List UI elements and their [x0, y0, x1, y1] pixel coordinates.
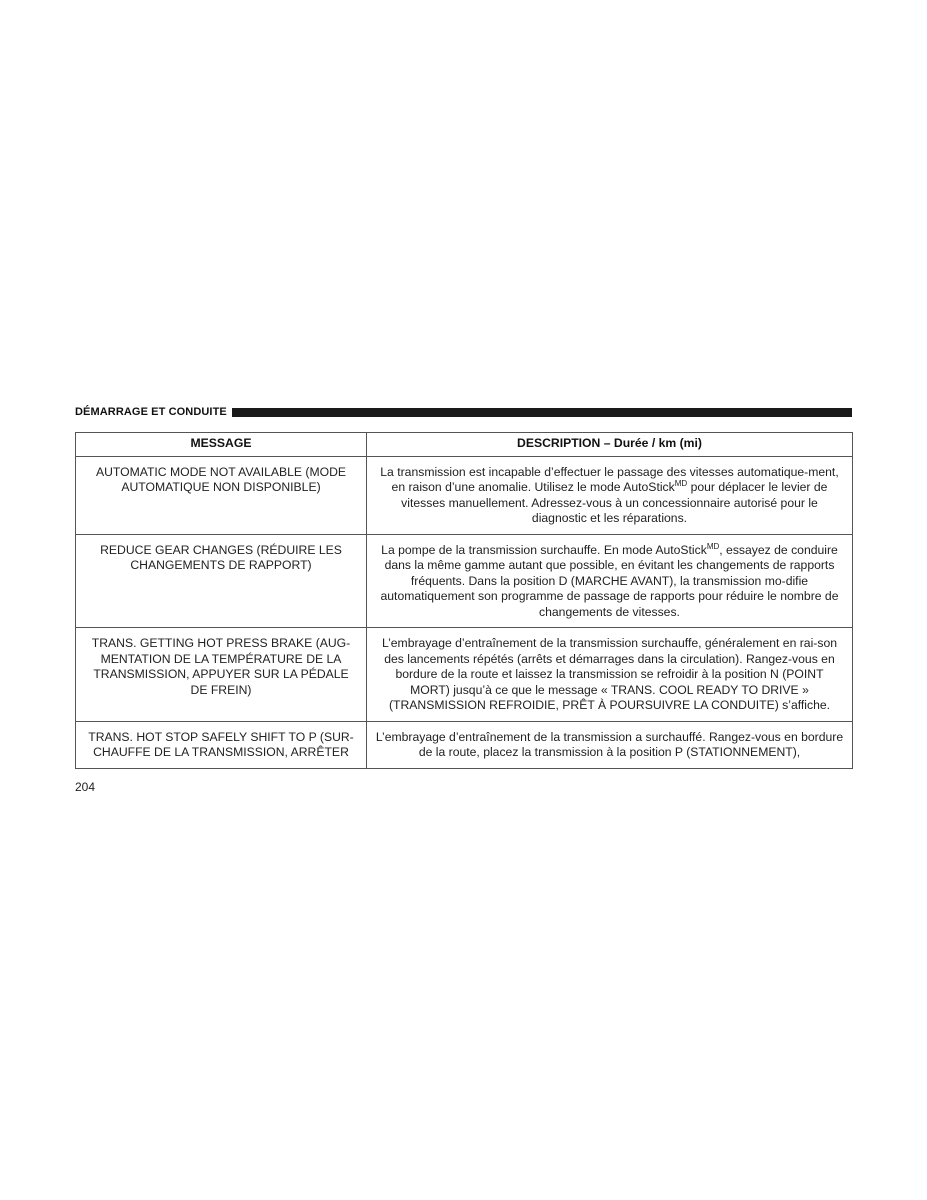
table-row	[76, 628, 853, 722]
table-row	[76, 721, 853, 768]
table-row	[76, 534, 853, 628]
message-cell: TRANS. GETTING HOT PRESS BRAKE (AUG-MENTATION DE LA TEMPÉRATURE DE LA TRANSMISSION, APPUYER SUR LA PÉDALE DE FREIN)	[76, 628, 367, 722]
page-number: 204	[75, 780, 96, 794]
description-text: pour déplacer le levier de vitesses manuellement. Adressez-vous à un concessionnaire autorisé pour le diagnostic et les réparations.	[401, 480, 828, 525]
description-cell	[367, 456, 853, 534]
section-title: DÉMARRAGE ET CONDUITE	[75, 406, 227, 418]
table-header-row	[76, 433, 853, 457]
column-header-description: DESCRIPTION – Durée / km (mi)	[367, 433, 853, 457]
message-cell: REDUCE GEAR CHANGES (RÉDUIRE LES CHANGEMENTS DE RAPPORT)	[76, 534, 367, 628]
superscript-md: MD	[674, 478, 688, 488]
column-header-message: MESSAGE	[76, 433, 367, 457]
section-rule	[232, 408, 852, 417]
description-cell: L’embrayage d’entraînement de la transmission surchauffe, généralement en rai-son des lancements répétés (arrêts et démarrages dans la circulation). Rangez-vous en bordure de la route et laissez la transmission se refroidir à la position N (POINT MORT) jusqu’à ce que le message « TRANS. COOL READY TO DRIVE » (TRANSMISSION REFROIDIE, PRÊT À POURSUIVRE LA CONDUITE) s’affiche.	[367, 628, 853, 722]
description-text: La pompe de la transmission surchauffe. En mode AutoStick	[381, 542, 707, 557]
description-text: , essayez de conduire dans la même gamme autant que possible, en évitant les changements de rapports fréquents. Dans la position D (MARCHE AVANT), la transmission mo-difie automatiquement son programme de passage de rapports pour réduire le nombre de changements de vitesses.	[380, 542, 839, 619]
table-row	[76, 456, 853, 534]
message-cell: AUTOMATIC MODE NOT AVAILABLE (MODE AUTOMATIQUE NON DISPONIBLE)	[76, 456, 367, 534]
description-cell: L’embrayage d’entraînement de la transmission a surchauffé. Rangez-vous en bordure de la route, placez la transmission à la position P (STATIONNEMENT),	[367, 721, 853, 768]
message-table	[75, 432, 853, 769]
message-cell: TRANS. HOT STOP SAFELY SHIFT TO P (SUR-CHAUFFE DE LA TRANSMISSION, ARRÊTER	[76, 721, 367, 768]
section-header	[75, 405, 852, 419]
description-text: La transmission est incapable d’effectuer le passage des vitesses automatique-ment, en raison d’une anomalie. Utilisez le mode AutoStick	[380, 464, 839, 494]
description-cell	[367, 534, 853, 628]
superscript-md: MD	[706, 541, 720, 551]
